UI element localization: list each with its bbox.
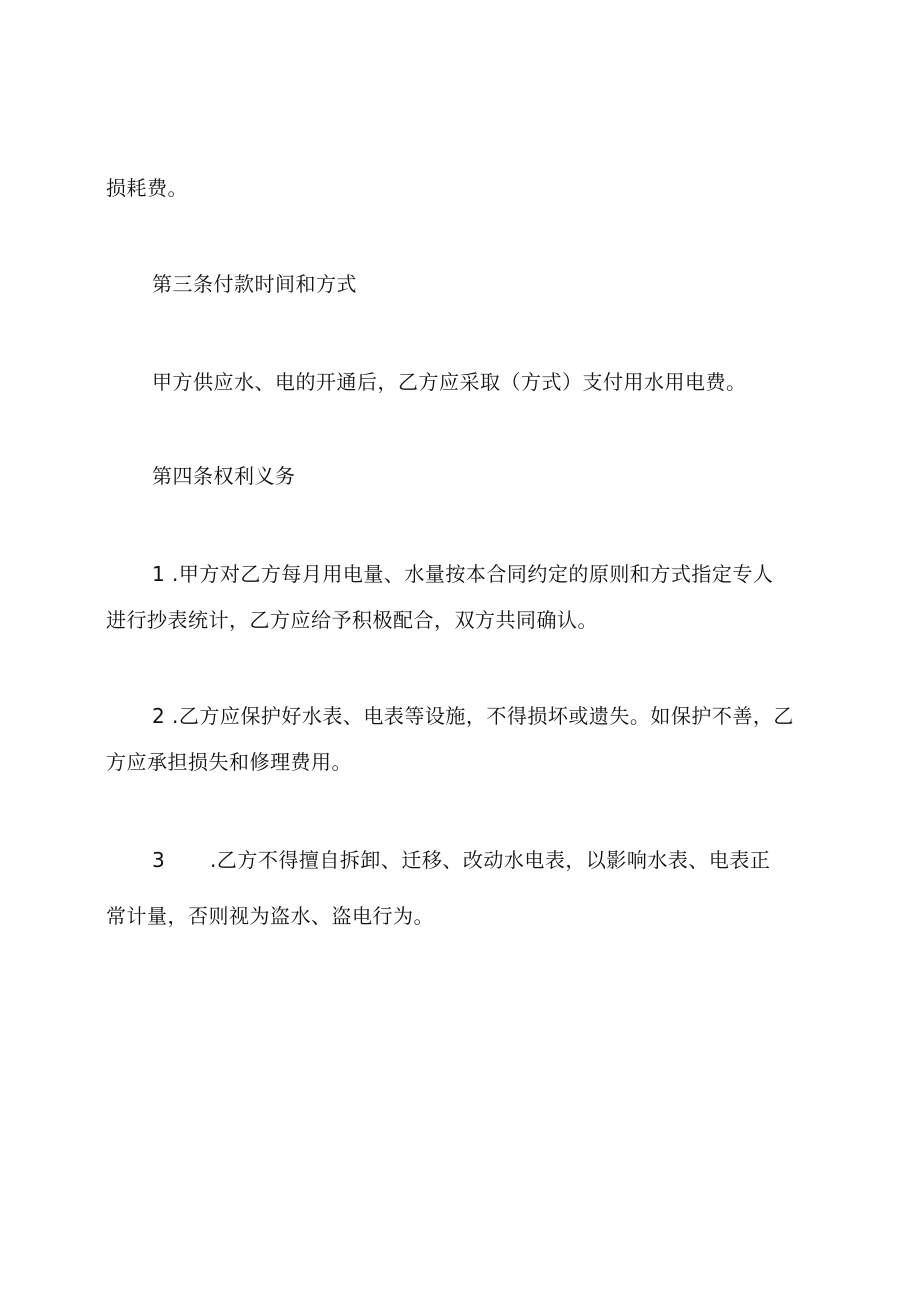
text-line-1 [106,174,188,202]
line-text: 损耗费。 [106,176,188,200]
item-number: 2 [152,704,166,728]
item-1-line-1 [152,560,773,588]
article-4-heading [152,462,296,490]
item-3-line-2 [106,902,434,930]
item-2-line-1 [152,702,794,730]
item-number: 3 [152,848,166,872]
article-3-heading [152,270,357,298]
heading-text: 第四条权利义务 [152,464,296,488]
item-text-continued: 进行抄表统计，乙方应给予积极配合，双方共同确认。 [106,608,598,632]
item-3-line-1 [152,846,770,874]
heading-text: 第三条付款时间和方式 [152,272,357,296]
item-text-continued: 方应承担损失和修理费用。 [106,750,352,774]
item-1-line-2 [106,606,598,634]
item-number: 1 [152,562,166,586]
article-3-body [152,368,747,396]
item-text: .甲方对乙方每月用电量、水量按本合同约定的原则和方式指定专人 [172,562,774,586]
item-text-continued: 常计量，否则视为盗水、盗电行为。 [106,904,434,928]
item-2-line-2 [106,748,352,776]
paragraph-text: 甲方供应水、电的开通后，乙方应采取（方式）支付用水用电费。 [152,370,747,394]
item-text: .乙方不得擅自拆卸、迁移、改动水电表，以影响水表、电表正 [210,848,771,872]
item-text: .乙方应保护好水表、电表等设施，不得损坏或遗失。如保护不善，乙 [172,704,794,728]
